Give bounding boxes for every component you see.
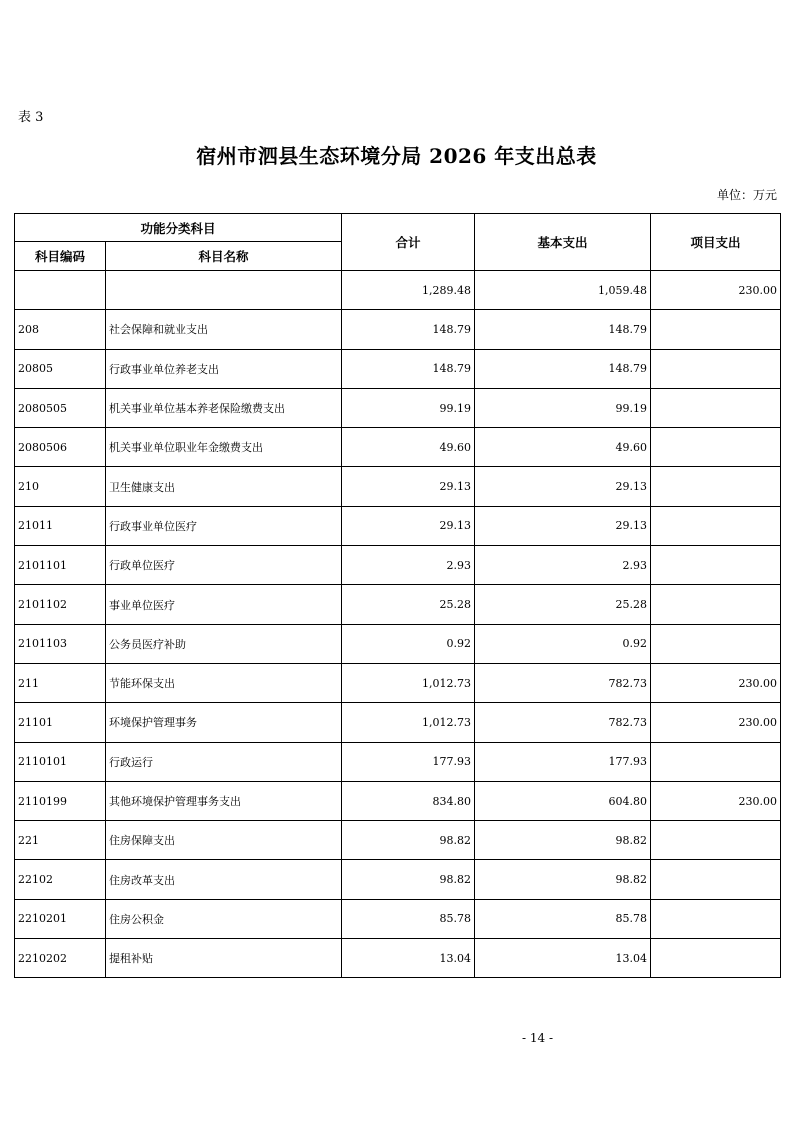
page-title: 宿州市泗县生态环境分局 2026 年支出总表	[196, 144, 597, 168]
cell-code: 20805	[15, 349, 106, 388]
cell-basic: 604.80	[475, 781, 651, 820]
header-function-category: 功能分类科目	[15, 214, 342, 242]
cell-project	[651, 428, 781, 467]
cell-basic: 98.82	[475, 860, 651, 899]
cell-basic: 49.60	[475, 428, 651, 467]
cell-code: 210	[15, 467, 106, 506]
cell-total: 834.80	[342, 781, 475, 820]
cell-name: 行政事业单位养老支出	[106, 349, 342, 388]
cell-basic: 13.04	[475, 939, 651, 978]
cell-project: 230.00	[651, 663, 781, 702]
cell-code: 208	[15, 310, 106, 349]
cell-project	[651, 742, 781, 781]
cell-project	[651, 467, 781, 506]
cell-code: 2080506	[15, 428, 106, 467]
table-row	[15, 271, 781, 310]
cell-project: 230.00	[651, 271, 781, 310]
cell-basic: 29.13	[475, 506, 651, 545]
cell-basic: 177.93	[475, 742, 651, 781]
cell-total: 2.93	[342, 546, 475, 585]
table-row	[15, 388, 781, 427]
cell-code: 2101103	[15, 624, 106, 663]
cell-project	[651, 506, 781, 545]
cell-project	[651, 899, 781, 938]
cell-total: 148.79	[342, 349, 475, 388]
cell-name: 机关事业单位基本养老保险缴费支出	[106, 388, 342, 427]
cell-project: 230.00	[651, 703, 781, 742]
cell-project	[651, 585, 781, 624]
cell-name: 住房公积金	[106, 899, 342, 938]
cell-project	[651, 821, 781, 860]
unit-label: 单位：万元	[716, 188, 777, 202]
cell-project	[651, 939, 781, 978]
cell-basic: 98.82	[475, 821, 651, 860]
cell-project	[651, 388, 781, 427]
cell-project	[651, 310, 781, 349]
table-row	[15, 428, 781, 467]
expense-table	[14, 213, 781, 978]
cell-code: 2110199	[15, 781, 106, 820]
table-row	[15, 467, 781, 506]
cell-basic: 85.78	[475, 899, 651, 938]
cell-name: 节能环保支出	[106, 663, 342, 702]
header-subject-name: 科目名称	[106, 242, 342, 271]
cell-code	[15, 271, 106, 310]
table-row	[15, 310, 781, 349]
table-row	[15, 939, 781, 978]
table-row	[15, 506, 781, 545]
table-body	[15, 271, 781, 978]
cell-total: 177.93	[342, 742, 475, 781]
table-row	[15, 899, 781, 938]
page-number: - 14 -	[522, 1031, 554, 1045]
table-row	[15, 663, 781, 702]
cell-code: 2210202	[15, 939, 106, 978]
table-row	[15, 821, 781, 860]
cell-basic: 99.19	[475, 388, 651, 427]
header-basic-expense: 基本支出	[475, 214, 651, 271]
cell-name: 住房保障支出	[106, 821, 342, 860]
cell-name: 提租补贴	[106, 939, 342, 978]
cell-basic: 782.73	[475, 703, 651, 742]
cell-total: 98.82	[342, 860, 475, 899]
cell-basic: 1,059.48	[475, 271, 651, 310]
cell-code: 2101101	[15, 546, 106, 585]
cell-code: 2101102	[15, 585, 106, 624]
table-row	[15, 742, 781, 781]
table-row	[15, 546, 781, 585]
cell-basic: 29.13	[475, 467, 651, 506]
cell-total: 0.92	[342, 624, 475, 663]
cell-name: 事业单位医疗	[106, 585, 342, 624]
table-row	[15, 781, 781, 820]
cell-total: 85.78	[342, 899, 475, 938]
cell-total: 29.13	[342, 506, 475, 545]
cell-total: 148.79	[342, 310, 475, 349]
cell-code: 2110101	[15, 742, 106, 781]
cell-name: 机关事业单位职业年金缴费支出	[106, 428, 342, 467]
header-project-expense: 项目支出	[651, 214, 781, 271]
cell-name: 行政运行	[106, 742, 342, 781]
cell-total: 1,012.73	[342, 703, 475, 742]
cell-project	[651, 860, 781, 899]
table-row	[15, 624, 781, 663]
cell-name: 行政单位医疗	[106, 546, 342, 585]
cell-code: 21011	[15, 506, 106, 545]
cell-name: 环境保护管理事务	[106, 703, 342, 742]
table-row	[15, 585, 781, 624]
cell-name	[106, 271, 342, 310]
cell-total: 29.13	[342, 467, 475, 506]
cell-basic: 148.79	[475, 310, 651, 349]
cell-code: 2210201	[15, 899, 106, 938]
header-subject-code: 科目编码	[15, 242, 106, 271]
table-row	[15, 860, 781, 899]
cell-project: 230.00	[651, 781, 781, 820]
cell-code: 211	[15, 663, 106, 702]
cell-total: 25.28	[342, 585, 475, 624]
cell-name: 其他环境保护管理事务支出	[106, 781, 342, 820]
cell-name: 行政事业单位医疗	[106, 506, 342, 545]
cell-project	[651, 546, 781, 585]
cell-total: 1,012.73	[342, 663, 475, 702]
table-row	[15, 703, 781, 742]
cell-total: 13.04	[342, 939, 475, 978]
cell-code: 221	[15, 821, 106, 860]
cell-total: 99.19	[342, 388, 475, 427]
cell-name: 卫生健康支出	[106, 467, 342, 506]
cell-total: 1,289.48	[342, 271, 475, 310]
cell-code: 2080505	[15, 388, 106, 427]
table-row	[15, 349, 781, 388]
table-label: 表 3	[18, 110, 44, 125]
cell-basic: 782.73	[475, 663, 651, 702]
cell-name: 住房改革支出	[106, 860, 342, 899]
cell-basic: 148.79	[475, 349, 651, 388]
cell-basic: 2.93	[475, 546, 651, 585]
cell-code: 21101	[15, 703, 106, 742]
cell-name: 公务员医疗补助	[106, 624, 342, 663]
cell-name: 社会保障和就业支出	[106, 310, 342, 349]
cell-project	[651, 624, 781, 663]
cell-project	[651, 349, 781, 388]
cell-total: 49.60	[342, 428, 475, 467]
cell-code: 22102	[15, 860, 106, 899]
cell-basic: 0.92	[475, 624, 651, 663]
cell-total: 98.82	[342, 821, 475, 860]
cell-basic: 25.28	[475, 585, 651, 624]
header-total: 合计	[342, 214, 475, 271]
